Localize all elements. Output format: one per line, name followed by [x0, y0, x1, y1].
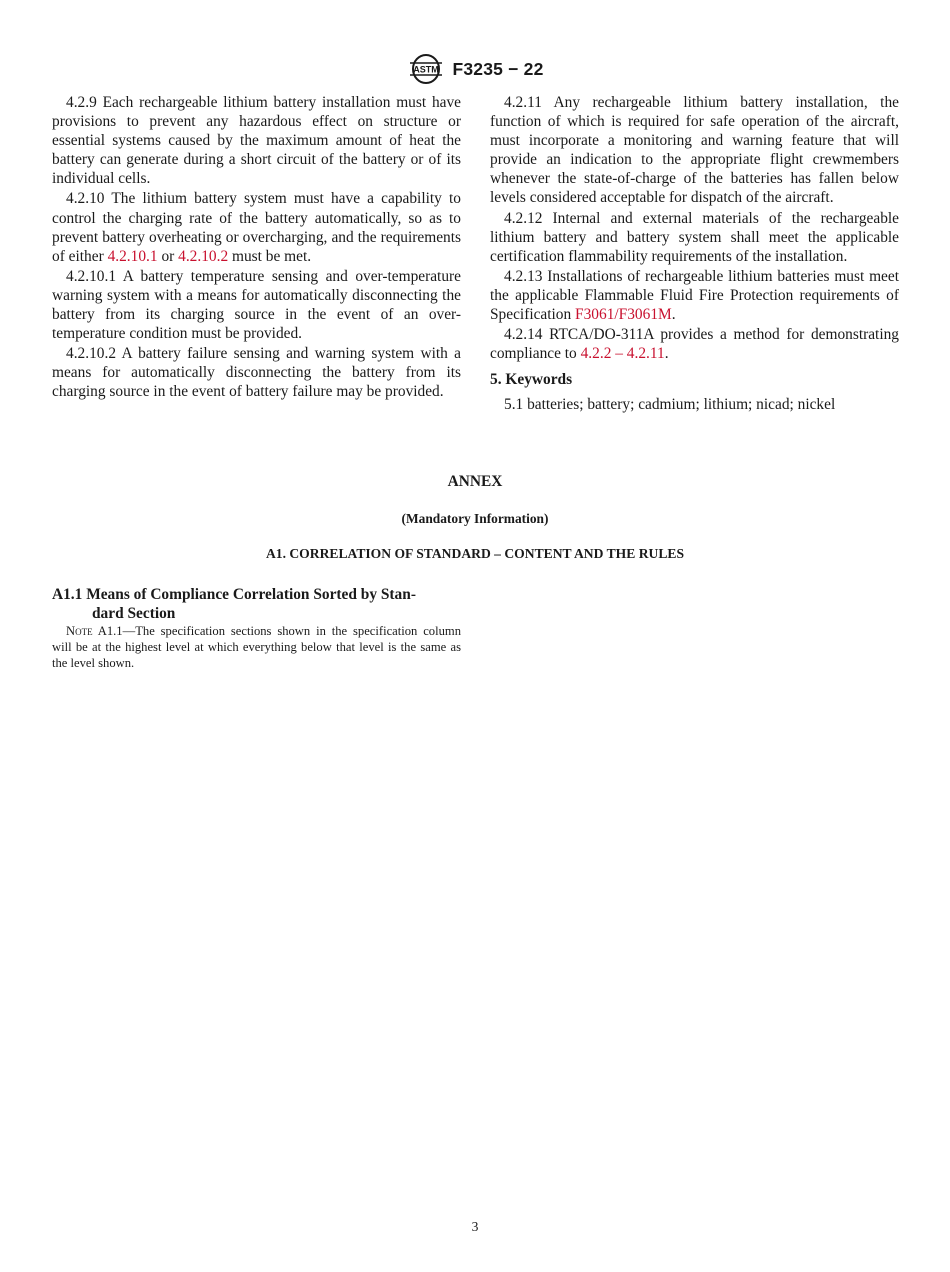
link-4-2-10-2[interactable]: 4.2.10.2 — [178, 247, 229, 265]
section-5-heading: 5. Keywords — [490, 371, 573, 389]
paragraph-4-2-11: 4.2.11 Any rechargeable lithium battery installation, the function of which is required for safe operation of the aircraft, must incorporate a monitoring and warning feature that will provide an indication to the appropriate flight crewmembers whenever the state-of-charge of the batteries has fallen below levels considered acceptable for dispatch of the aircraft. — [490, 94, 899, 207]
link-f3061[interactable]: F3061 — [575, 306, 615, 324]
document-designation: F3235 − 22 — [452, 58, 544, 79]
paragraph-4-2-13-text-b: . — [671, 306, 676, 324]
paragraph-4-2-10 — [52, 189, 461, 265]
link-separator: / — [614, 306, 619, 324]
paragraph-4-2-10-text-c: must be met. — [228, 247, 312, 265]
paragraph-4-2-13-text-a: 4.2.13 Installations of rechargeable lithium batteries must meet the applicable Flammable Fluid Fire Protection requirements of Specification — [490, 267, 899, 324]
page-number: 3 — [471, 1219, 479, 1234]
annex-subsection-heading — [52, 585, 461, 623]
paragraph-4-2-10-2: 4.2.10.2 A battery failure sensing and warning system with a means for automatically disconnecting the battery from its charging source in the event of battery failure may be provided. — [52, 345, 461, 401]
link-4-2-10-1[interactable]: 4.2.10.1 — [107, 247, 158, 265]
paragraph-4-2-10-text-a: 4.2.10 The lithium battery system must have a capability to control the charging rate of the battery automatically, so as to prevent battery overheating or overcharging, and the requirements of either — [52, 190, 461, 265]
annex-title: ANNEX — [447, 473, 503, 490]
paragraph-5-1: 5.1 batteries; battery; cadmium; lithium; nicad; nickel — [504, 396, 836, 414]
logo-text: ASTM — [413, 64, 440, 75]
paragraph-4-2-9: 4.2.9 Each rechargeable lithium battery installation must have provisions to prevent any hazardous effect on structure or essential systems caused by the maximum amount of heat the battery can generate during a short circuit of the battery or of its individual cells. — [52, 94, 461, 188]
annex-subsection-heading-line1: A1.1 Means of Compliance Correlation Sorted by Stan- — [52, 586, 416, 603]
note-text: A1.1—The specification sections shown in the specification column will be at the highest level at which everything below that level is the same as the level shown. — [52, 624, 461, 670]
paragraph-4-2-14-text-b: . — [664, 345, 669, 363]
annex-subtitle: (Mandatory Information) — [401, 511, 549, 526]
right-column — [490, 93, 899, 416]
page-header — [0, 54, 950, 84]
paragraph-4-2-13 — [490, 267, 899, 324]
note-label: Note — [66, 624, 93, 638]
paragraph-4-2-14 — [490, 325, 899, 363]
paragraph-4-2-10-1: 4.2.10.1 A battery temperature sensing and over-temperature warning system with a means for automatically disconnecting the battery from its charging source in the event of an over-temperature condition must be provided. — [52, 267, 461, 343]
link-4-2-2-to-4-2-11[interactable]: 4.2.2 – 4.2.11 — [580, 345, 665, 363]
paragraph-4-2-14-text-a: 4.2.14 RTCA/DO-311A provides a method for demonstrating compliance to — [490, 326, 899, 363]
astm-logo-icon — [406, 54, 446, 84]
paragraph-4-2-10-text-b: or — [157, 247, 179, 265]
annex-section-title: A1. CORRELATION OF STANDARD – CONTENT AND THE RULES — [265, 546, 685, 561]
left-column — [52, 93, 461, 403]
annex-subsection-heading-line2: dard Section — [92, 605, 176, 622]
link-f3061m[interactable]: F3061M — [618, 306, 672, 324]
annex-note — [52, 624, 461, 671]
paragraph-4-2-12: 4.2.12 Internal and external materials of the rechargeable lithium battery and battery system shall meet the applicable certification flammability requirements of the installation. — [490, 209, 899, 265]
